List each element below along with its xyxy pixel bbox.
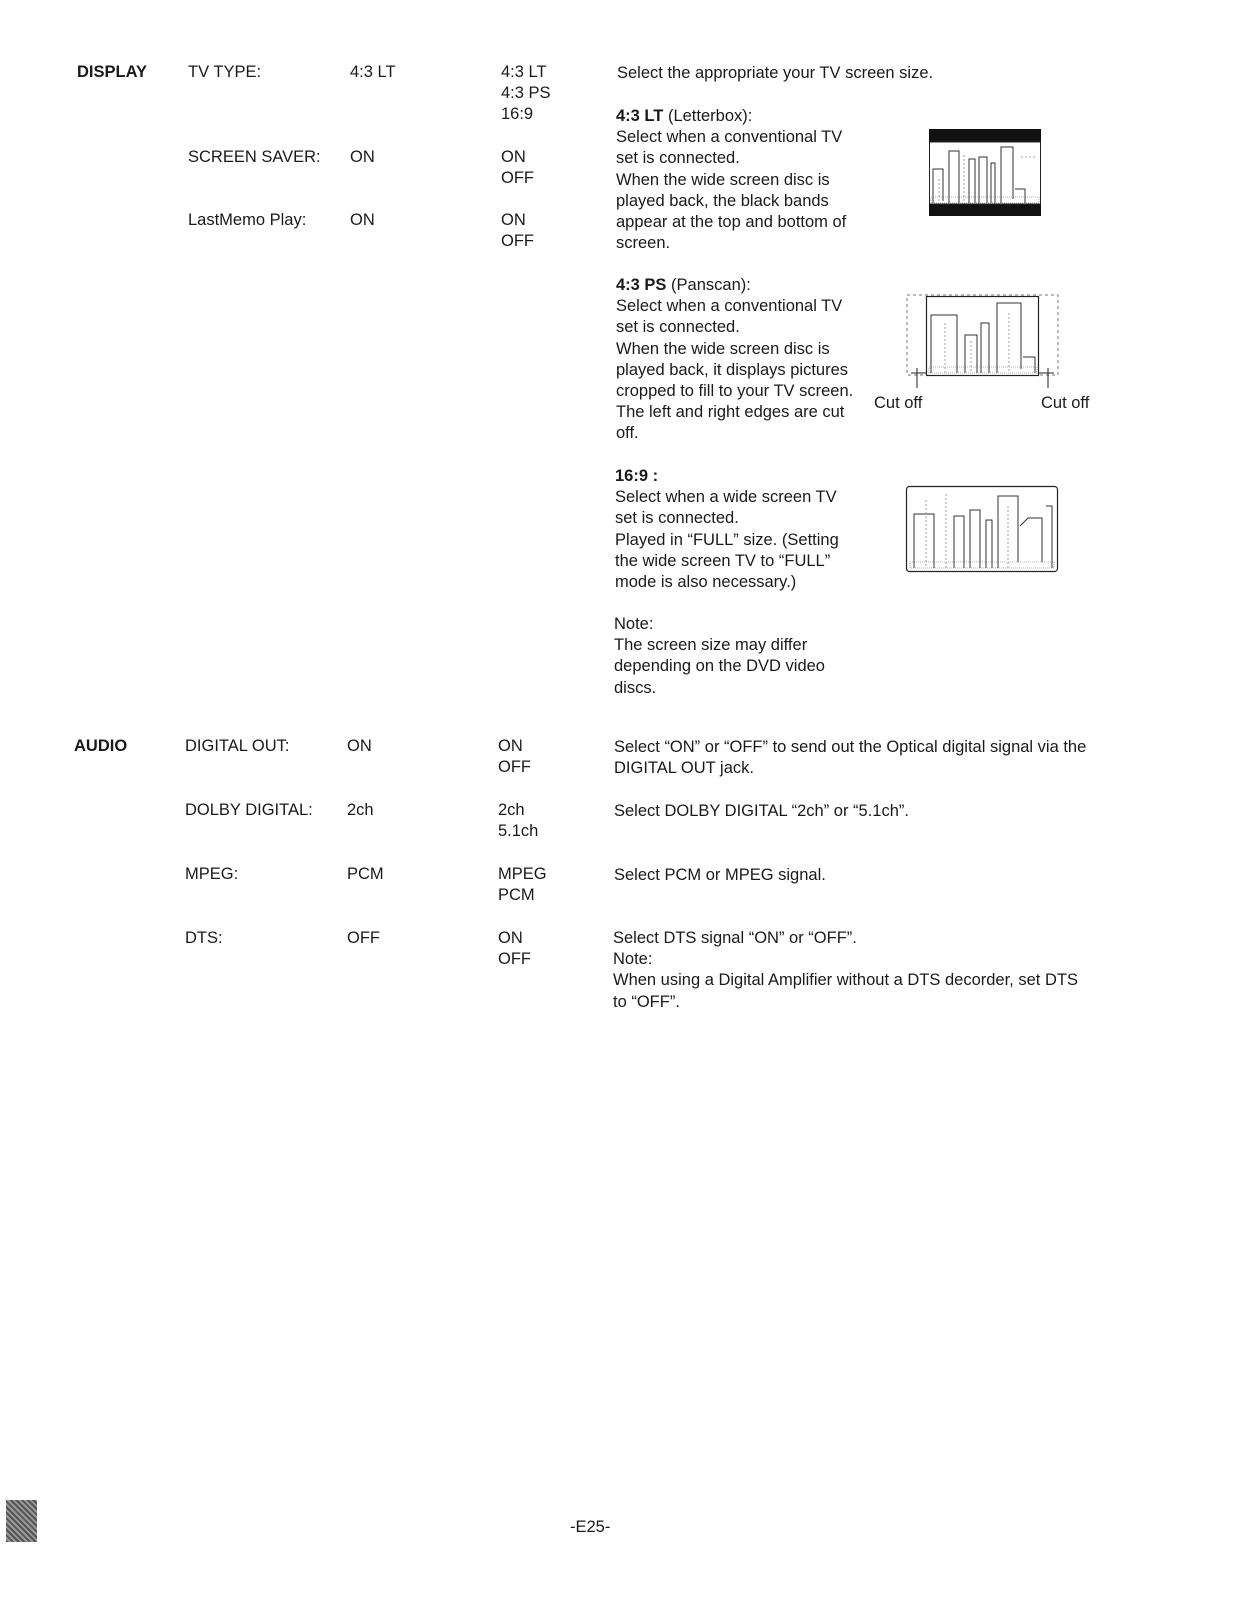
option: ON [501, 211, 526, 229]
section-display-heading: DISPLAY [77, 63, 147, 81]
dts-options [498, 928, 531, 970]
desc-line: to “OFF”. [613, 992, 680, 1011]
last-memo-default: ON [350, 211, 375, 229]
cut-off-left-label: Cut off [874, 394, 923, 412]
desc-line: set is connected. [616, 318, 740, 337]
option: PCM [498, 886, 535, 905]
panscan-subtitle: (Panscan): [666, 276, 751, 294]
letterbox-subtitle: (Letterbox): [663, 107, 753, 125]
desc-line: played back, the black bands [616, 191, 829, 210]
dts-description [613, 928, 1078, 1013]
digital-out-default: ON [347, 737, 372, 755]
desc-line: DIGITAL OUT jack. [614, 759, 754, 778]
desc-line: set is connected. [616, 149, 740, 168]
desc-line: When the wide screen disc is [616, 170, 830, 189]
option: 5.1ch [498, 822, 539, 841]
mpeg-label: MPEG: [185, 865, 239, 883]
note-line: The screen size may differ [614, 636, 808, 655]
option: OFF [498, 950, 531, 969]
desc-line: off. [616, 424, 639, 443]
option: MPEG [498, 865, 547, 883]
cut-off-right-label: Cut off [1041, 394, 1090, 412]
desc-line: mode is also necessary.) [615, 573, 797, 592]
desc-line: When using a Digital Amplifier without a DTS decorder, set DTS [613, 971, 1078, 990]
desc-line: Played in “FULL” size. (Setting [615, 530, 839, 549]
desc-line: When the wide screen disc is [616, 339, 830, 358]
desc-line: Select DOLBY DIGITAL “2ch” or “5.1ch”. [614, 802, 909, 820]
dolby-digital-options [498, 800, 538, 842]
option: OFF [501, 232, 534, 251]
option: 4:3 PS [501, 84, 551, 103]
wide-description [615, 466, 855, 593]
option: ON [498, 737, 523, 755]
desc-line: Select when a wide screen TV [615, 488, 837, 507]
desc-line: Select when a conventional TV [616, 128, 843, 147]
desc-line: Select “ON” or “OFF” to send out the Optical digital signal via the [614, 738, 1087, 756]
option: 4:3 LT [501, 63, 547, 81]
note-line: discs. [614, 678, 657, 697]
display-note [614, 614, 854, 699]
scan-corner-mark [6, 1500, 37, 1542]
dolby-digital-description [614, 801, 909, 822]
desc-line: Select when a conventional TV [616, 297, 843, 316]
dolby-digital-default: 2ch [347, 801, 374, 819]
tv-type-options [501, 62, 551, 126]
wide-screen-illustration [906, 486, 1058, 572]
desc-line: The left and right edges are cut [616, 403, 845, 422]
panscan-illustration [905, 293, 1060, 393]
option: 2ch [498, 801, 525, 819]
desc-line: screen. [616, 234, 671, 253]
screen-saver-default: ON [350, 148, 375, 166]
section-audio-heading: AUDIO [74, 737, 128, 755]
dts-label: DTS: [185, 929, 223, 947]
tv-type-intro: Select the appropriate your TV screen size. [617, 64, 934, 82]
dolby-digital-label: DOLBY DIGITAL: [185, 801, 313, 819]
desc-line: Note: [613, 950, 653, 969]
panscan-title: 4:3 PS [616, 276, 667, 294]
screen-saver-options [501, 147, 534, 189]
desc-line: the wide screen TV to “FULL” [615, 551, 831, 570]
desc-line: Select PCM or MPEG signal. [614, 866, 826, 884]
mpeg-description [614, 865, 826, 886]
desc-line: appear at the top and bottom of [616, 213, 847, 232]
mpeg-default: PCM [347, 865, 384, 883]
desc-line: played back, it displays pictures [616, 360, 849, 379]
mpeg-options [498, 864, 547, 906]
note-line: depending on the DVD video [614, 657, 825, 676]
option: OFF [498, 758, 531, 777]
digital-out-options [498, 736, 531, 778]
panscan-description [616, 275, 855, 445]
letterbox-description [616, 106, 855, 254]
tv-type-default: 4:3 LT [350, 63, 396, 81]
option: 16:9 [501, 105, 534, 124]
option: ON [498, 929, 523, 947]
option: OFF [501, 169, 534, 188]
last-memo-options [501, 210, 534, 252]
option: ON [501, 148, 526, 166]
desc-line: set is connected. [615, 509, 739, 528]
dts-default: OFF [347, 929, 380, 947]
note-title: Note: [614, 615, 654, 633]
desc-line: cropped to fill to your TV screen. [616, 382, 854, 401]
letterbox-illustration [929, 129, 1041, 216]
screen-saver-label: SCREEN SAVER: [188, 148, 321, 166]
desc-line: Select DTS signal “ON” or “OFF”. [613, 929, 857, 947]
last-memo-label: LastMemo Play: [188, 211, 307, 229]
letterbox-title: 4:3 LT [616, 107, 664, 125]
digital-out-description [614, 737, 1086, 779]
tv-type-label: TV TYPE: [188, 63, 262, 81]
page-number: -E25- [570, 1518, 611, 1536]
digital-out-label: DIGITAL OUT: [185, 737, 290, 755]
wide-title: 16:9 : [615, 467, 659, 485]
